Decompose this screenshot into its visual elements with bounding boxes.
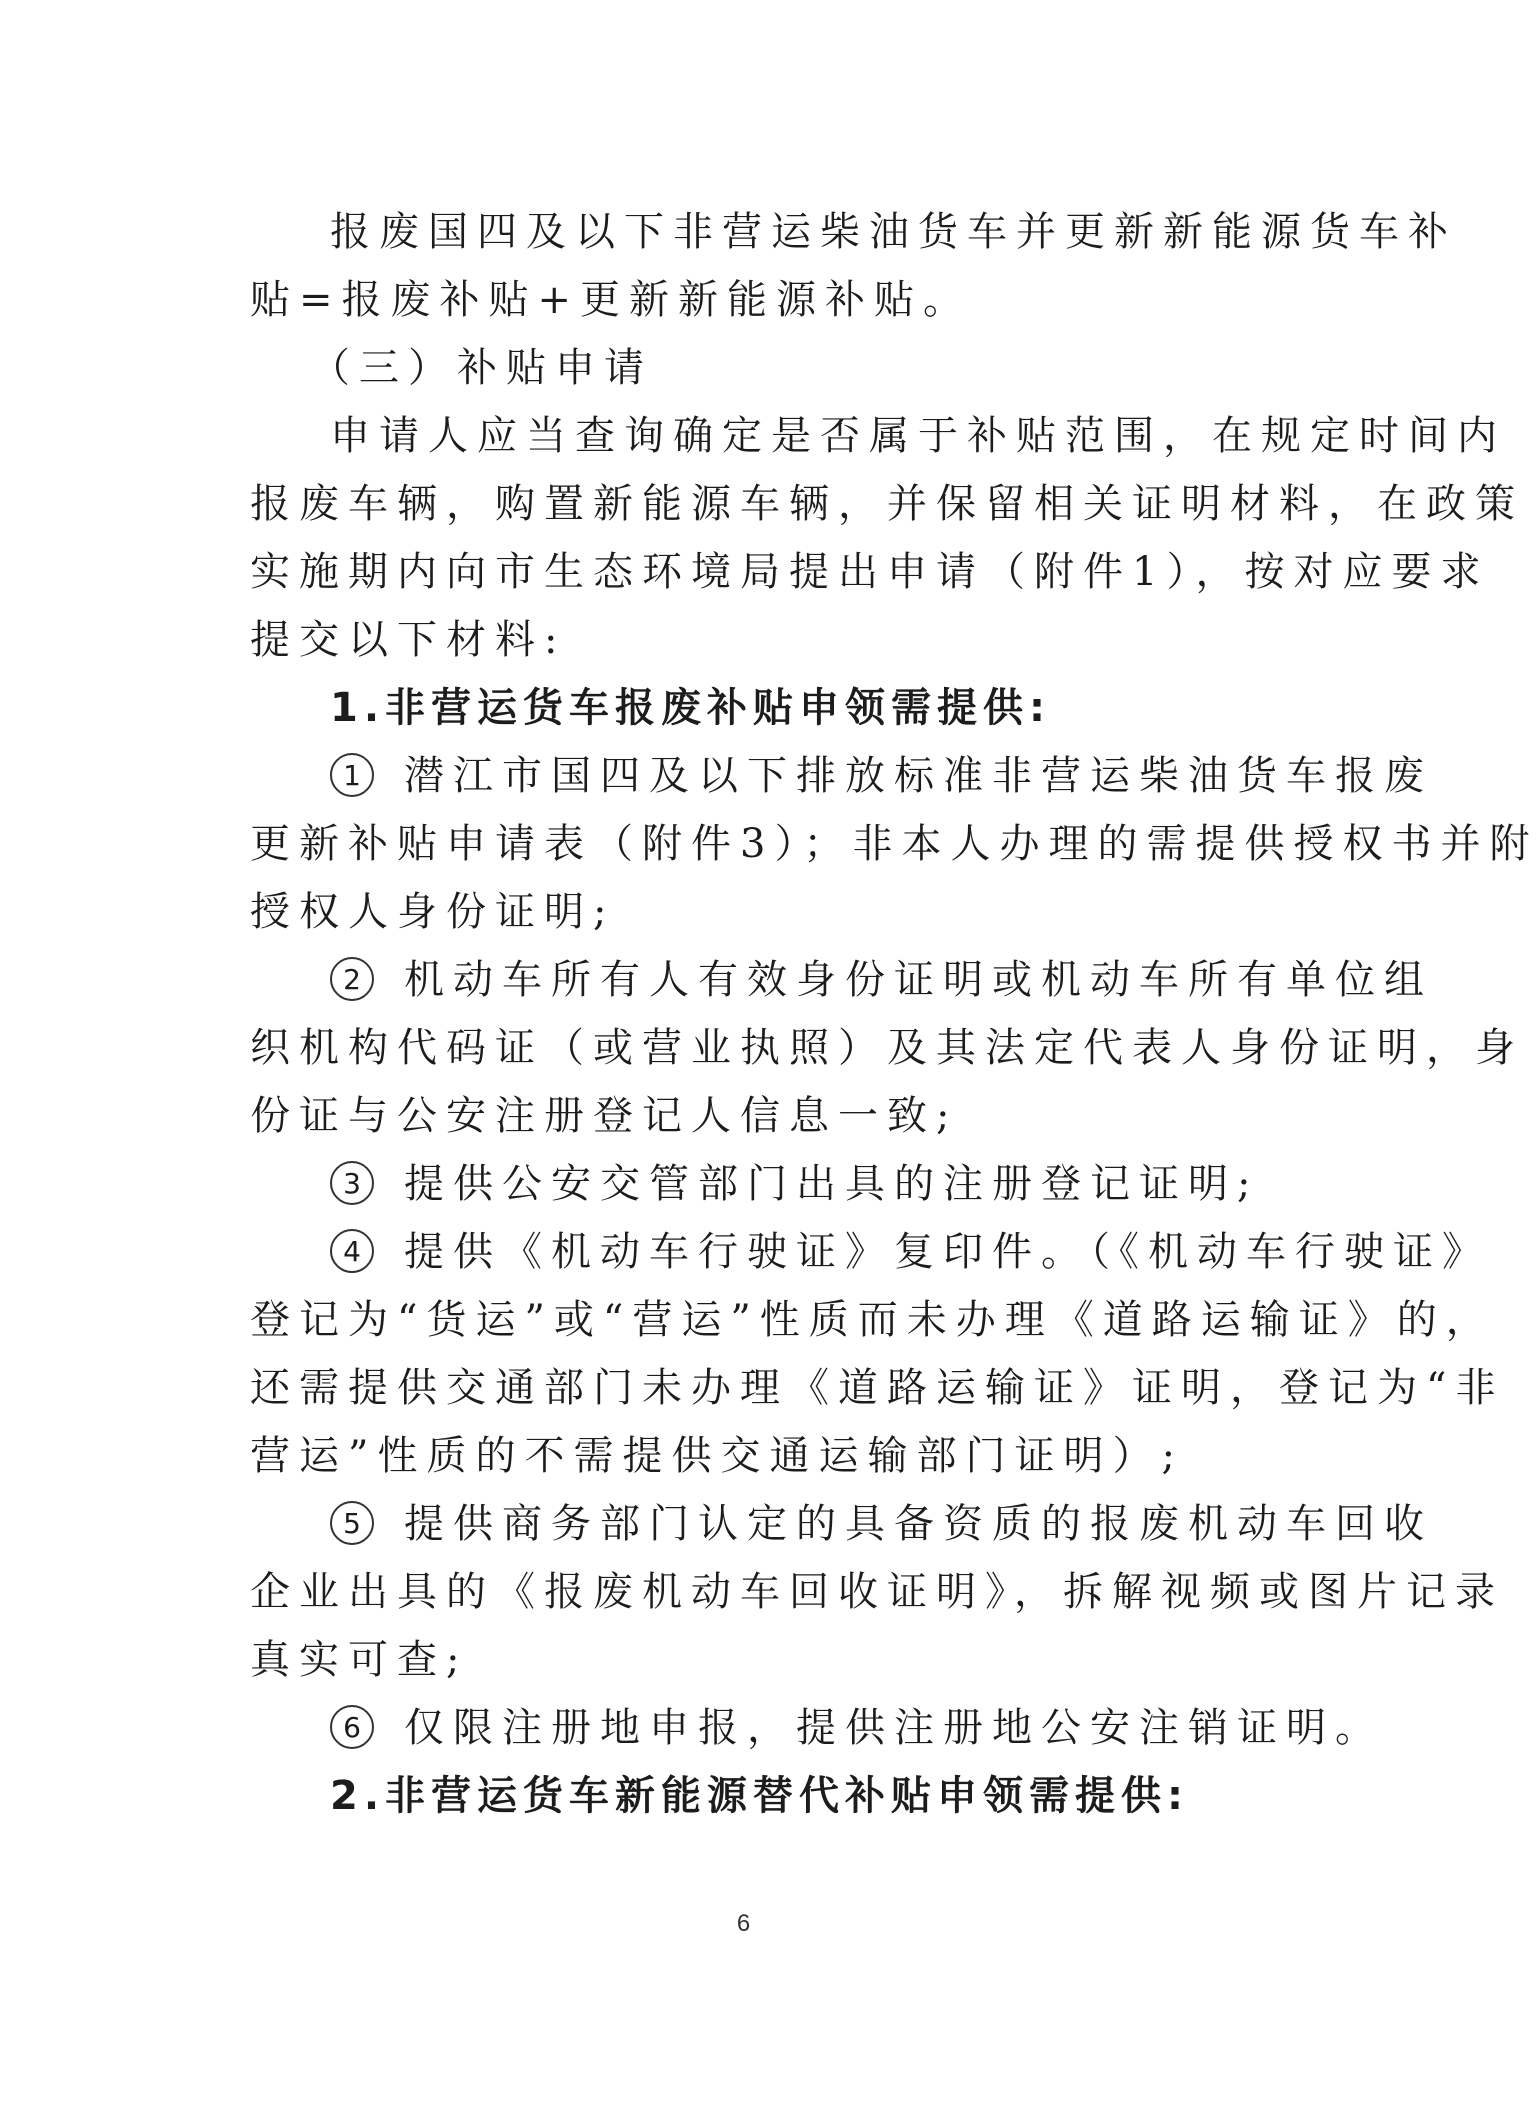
list-item-line: 织机构代码证（或营业执照）及其法定代表人身份证明，身 xyxy=(250,1025,1524,1071)
circled-number-5: 5 xyxy=(330,1501,374,1545)
section-title: （三）补贴申请 xyxy=(310,345,653,391)
list-item-text: 仅限注册地申报，提供注册地公安注销证明。 xyxy=(404,1705,1384,1751)
list-item-line: 登记为“货运”或“营运”性质而未办理《道路运输证》的， xyxy=(250,1297,1495,1343)
subsection-heading-1: 1.非营运货车报废补贴申领需提供: xyxy=(330,685,1052,731)
list-item-4 xyxy=(250,1218,1491,1286)
circled-number-1: 1 xyxy=(330,753,374,797)
list-item-line: 还需提供交通部门未办理《道路运输证》证明，登记为“非 xyxy=(250,1365,1505,1411)
document-body xyxy=(250,198,1538,1830)
list-item-line: 授权人身份证明; xyxy=(250,889,616,935)
page-number: 6 xyxy=(736,1910,751,1937)
list-item-line: 企业出具的《报废机动车回收证明》，拆解视频或图片记录 xyxy=(250,1569,1504,1615)
list-item-1 xyxy=(250,742,1433,810)
paragraph-line: 贴=报废补贴+更新新能源补贴。 xyxy=(250,277,973,323)
circled-number-3: 3 xyxy=(330,1161,374,1205)
list-item-text: 机动车所有人有效身份证明或机动车所有单位组 xyxy=(404,957,1433,1003)
paragraph-line: 提交以下材料: xyxy=(250,617,567,663)
list-item-2 xyxy=(250,946,1433,1014)
list-item-3 xyxy=(250,1150,1290,1218)
paragraph-line: 报废车辆，购置新能源车辆，并保留相关证明材料，在政策 xyxy=(250,481,1524,527)
subsection-heading-2: 2.非营运货车新能源替代补贴申领需提供: xyxy=(330,1773,1190,1819)
paragraph-line: 实施期内向市生态环境局提出申请（附件1），按对应要求 xyxy=(250,549,1490,595)
list-item-text: 提供商务部门认定的具备资质的报废机动车回收 xyxy=(404,1501,1433,1547)
circled-number-6: 6 xyxy=(330,1705,374,1749)
paragraph-line: 申请人应当查询确定是否属于补贴范围，在规定时间内 xyxy=(330,413,1506,459)
list-item-text: 提供公安交管部门出具的注册登记证明; xyxy=(404,1161,1260,1207)
list-item-line: 份证与公安注册登记人信息一致; xyxy=(250,1093,959,1139)
list-item-6 xyxy=(250,1694,1384,1762)
circled-number-2: 2 xyxy=(330,957,374,1001)
list-item-line: 更新补贴申请表（附件3）；非本人办理的需提供授权书并附 xyxy=(250,821,1538,867)
list-item-text: 提供《机动车行驶证》复印件。（《机动车行驶证》 xyxy=(404,1229,1491,1275)
list-item-text: 潜江市国四及以下排放标准非营运柴油货车报废 xyxy=(404,753,1433,799)
list-item-line: 营运”性质的不需提供交通运输部门证明）; xyxy=(250,1433,1184,1479)
circled-number-4: 4 xyxy=(330,1229,374,1273)
list-item-5 xyxy=(250,1490,1433,1558)
list-item-line: 真实可查; xyxy=(250,1637,469,1683)
paragraph-line: 报废国四及以下非营运柴油货车并更新新能源货车补 xyxy=(330,209,1457,255)
